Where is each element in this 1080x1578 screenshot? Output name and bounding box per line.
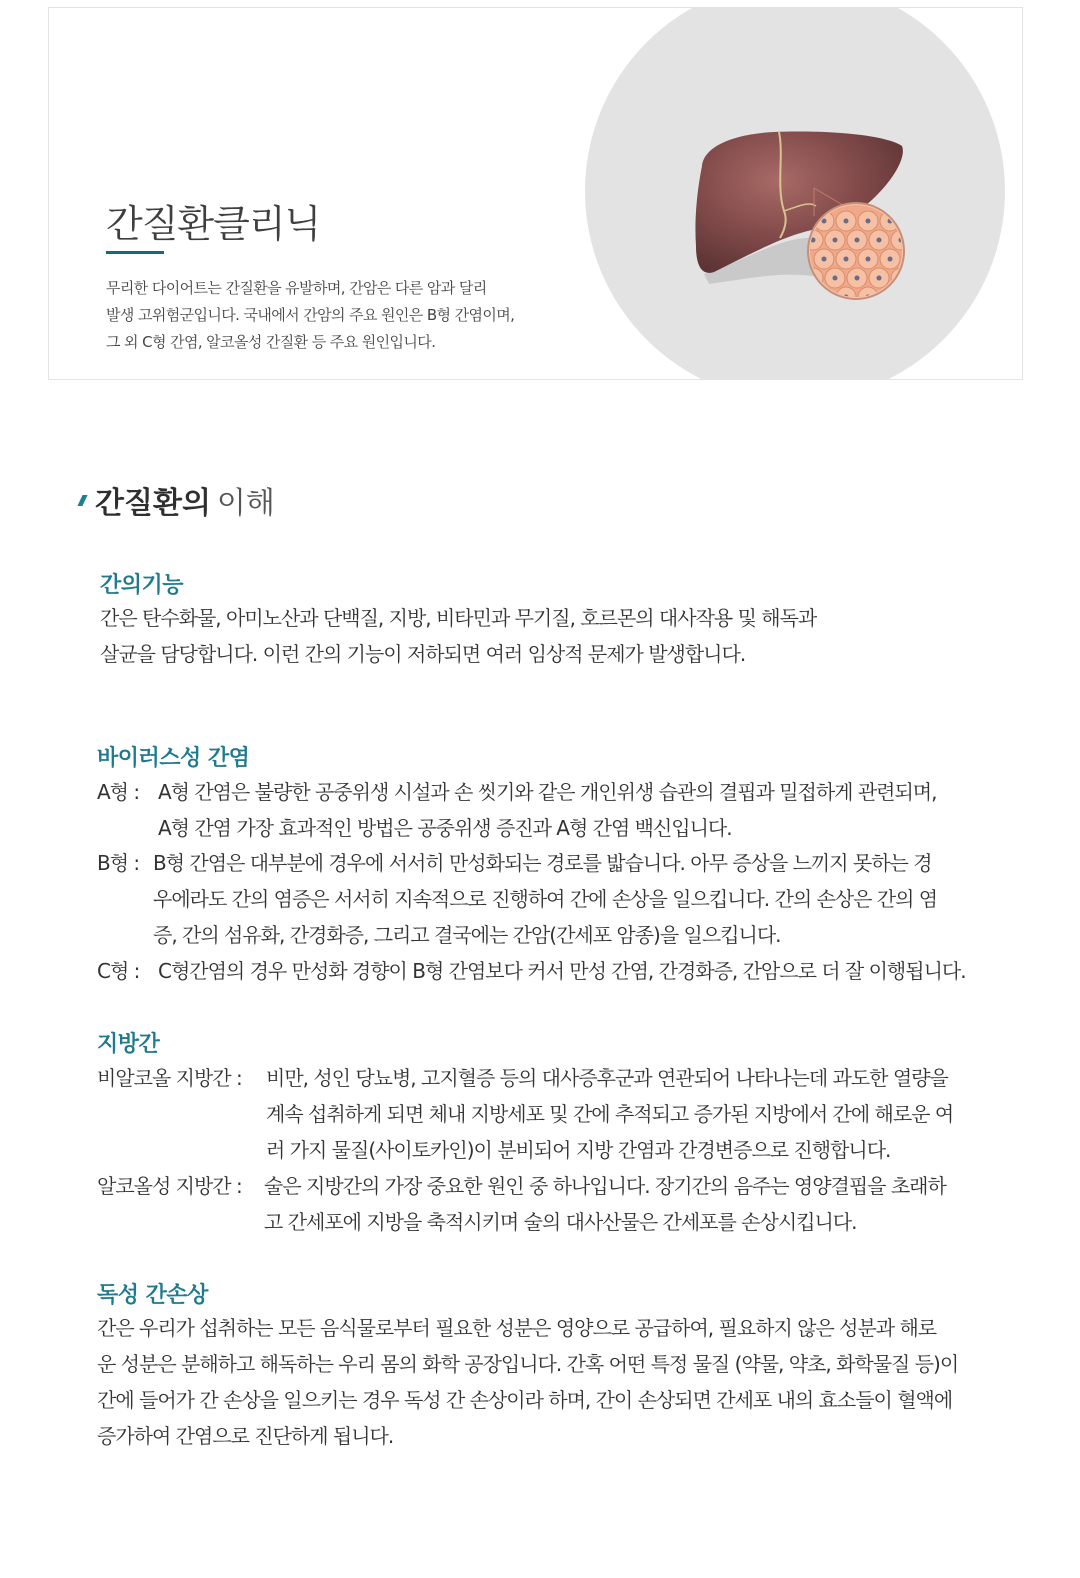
toxic-liver-text <box>97 1310 958 1454</box>
paragraph-line: C형간염의 경우 만성화 경향이 B형 간염보다 커서 만성 간염, 간경화증, 간암으로 더 잘 이행됩니다. <box>158 959 966 983</box>
paragraph-line: B형 간염은 대부분에 경우에 서서히 만성화되는 경로를 밟습니다. 아무 증상을 느끼지 못하는 경 <box>153 851 932 875</box>
liver-illustration <box>584 7 1006 380</box>
hepatitis-c-text <box>158 953 966 989</box>
paragraph-line: 우에라도 간의 염증은 서서히 지속적으로 진행하여 간에 손상을 일으킵니다. 간의 손상은 간의 염 <box>153 887 938 911</box>
liver-function-text <box>100 600 816 672</box>
paragraph-line: 술은 지방간의 가장 중요한 원인 중 하나입니다. 장기간의 음주는 영양결핍을 초래하 <box>264 1174 946 1198</box>
fatty-liver-heading: 지방간 <box>97 1032 160 1057</box>
alcoholic-text <box>264 1168 946 1240</box>
hepatitis-a-label: A형 : <box>97 780 140 804</box>
paragraph-line: A형 간염은 불량한 공중위생 시설과 손 씻기와 같은 개인위생 습관의 결핍과 밀접하게 관련되며, <box>158 780 937 804</box>
section-heading <box>80 478 275 522</box>
liver-function-heading: 간의기능 <box>100 573 184 598</box>
hero-description-line: 무리한 다이어트는 간질환을 유발하며, 간암은 다른 암과 달리 <box>106 279 487 297</box>
hero-title: 간질환클리닉 <box>106 202 321 246</box>
paragraph-line: A형 간염 가장 효과적인 방법은 공중위생 증진과 A형 간염 백신입니다. <box>158 816 732 840</box>
paragraph-line: 증, 간의 섬유화, 간경화증, 그리고 결국에는 간암(간세포 암종)을 일으킵니다. <box>153 923 781 947</box>
paragraph-line: 운 성분은 분해하고 해독하는 우리 몸의 화학 공장입니다. 간혹 어떤 특정 물질 (약물, 약초, 화학물질 등)이 <box>97 1352 959 1376</box>
toxic-liver-heading: 독성 간손상 <box>97 1283 208 1308</box>
hero-description-line: 그 외 C형 간염, 알코올성 간질환 등 주요 원인입니다. <box>106 333 436 351</box>
paragraph-line: 간은 우리가 섭취하는 모든 음식물로부터 필요한 성분은 영양으로 공급하여, 필요하지 않은 성분과 해로 <box>97 1316 937 1340</box>
hepatitis-b-label: B형 : <box>97 851 140 875</box>
paragraph-line: 살균을 담당합니다. 이런 간의 기능이 저하되면 여러 임상적 문제가 발생합니다. <box>100 642 746 666</box>
hepatitis-c-label: C형 : <box>97 959 140 983</box>
alcoholic-label: 알코올성 지방간 : <box>97 1174 242 1198</box>
paragraph-line: 러 가지 물질(사이토카인)이 분비되어 지방 간염과 간경변증으로 진행합니다. <box>266 1138 891 1162</box>
paragraph-line: 비만, 성인 당뇨병, 고지혈증 등의 대사증후군과 연관되어 나타나는데 과도한 열량을 <box>266 1066 948 1090</box>
hero-description-line: 발생 고위험군입니다. 국내에서 간암의 주요 원인은 B형 간염이며, <box>106 306 515 324</box>
paragraph-line: 고 간세포에 지방을 축적시키며 술의 대사산물은 간세포를 손상시킵니다. <box>264 1210 857 1234</box>
hero-banner <box>48 7 1023 380</box>
heading-accent-icon <box>77 495 87 506</box>
nonalcoholic-text <box>266 1060 953 1168</box>
hepatitis-a-text <box>158 774 937 846</box>
title-underline <box>106 251 164 254</box>
nonalcoholic-label: 비알코올 지방간 : <box>97 1066 242 1090</box>
section-title-light: 이해 <box>216 486 275 521</box>
section-title-bold: 간질환의 <box>95 486 211 521</box>
paragraph-line: 증가하여 간염으로 진단하게 됩니다. <box>97 1424 394 1448</box>
paragraph-line: 간은 탄수화물, 아미노산과 단백질, 지방, 비타민과 무기질, 호르몬의 대사작용 및 해독과 <box>100 606 817 630</box>
paragraph-line: 계속 섭취하게 되면 체내 지방세포 및 간에 추적되고 증가된 지방에서 간에 해로운 여 <box>266 1102 954 1126</box>
hero-description <box>106 275 576 356</box>
hepatitis-b-text <box>153 845 937 953</box>
viral-hepatitis-heading: 바이러스성 간염 <box>97 746 250 771</box>
paragraph-line: 간에 들어가 간 손상을 일으키는 경우 독성 간 손상이라 하며, 간이 손상되면 간세포 내의 효소들이 혈액에 <box>97 1388 953 1412</box>
